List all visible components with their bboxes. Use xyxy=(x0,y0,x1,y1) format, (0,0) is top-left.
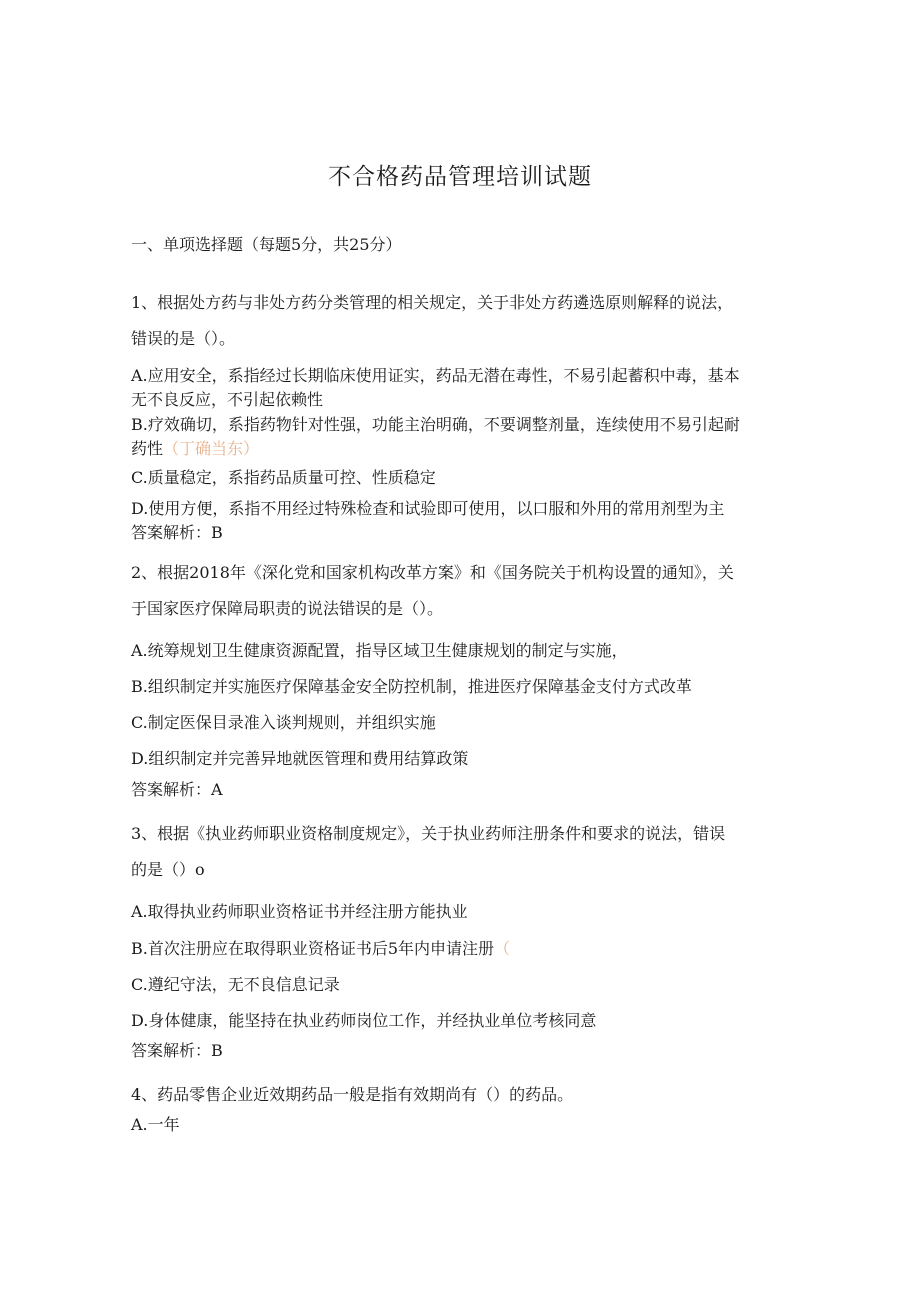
q3-stem-line-1: 3、根据《执业药师职业资格制度规定》，关于执业药师注册条件和要求的说法，错误 xyxy=(131,824,726,843)
q2-stem-line-2: 于国家医疗保障局职责的说法错误的是（）。 xyxy=(131,599,444,618)
q3-option-c: C.遵纪守法，无不良信息记录 xyxy=(131,975,340,994)
q3-option-b xyxy=(131,937,510,961)
q2-option-b: B.组织制定并实施医疗保障基金安全防控机制，推进医疗保障基金支付方式改革 xyxy=(131,677,692,696)
q1-option-b-text: 药性 xyxy=(131,439,164,458)
q4-option-a: A.一年 xyxy=(131,1115,180,1134)
q3-stem-line-2: 的是（）o xyxy=(131,860,205,879)
q1-option-b-faint-mark: （丁确当东） xyxy=(163,439,260,458)
q3-option-b-faint-mark: （ xyxy=(494,939,511,958)
q1-stem-line-1: 1、根据处方药与非处方药分类管理的相关规定，关于非处方药遴选原则解释的说法， xyxy=(131,293,734,312)
q1-option-c: C.质量稳定，系指药品质量可控、性质稳定 xyxy=(131,468,436,487)
document-title: 不合格药品管理培训试题 xyxy=(328,164,592,190)
q2-answer: 答案解析：A xyxy=(131,780,223,799)
q4-stem: 4、药品零售企业近效期药品一般是指有效期尚有（）的药品。 xyxy=(131,1085,574,1104)
q1-option-d: D.使用方便，系指不用经过特殊检查和试验即可使用，以口服和外用的常用剂型为主 xyxy=(131,499,725,518)
q2-option-a: A.统筹规划卫生健康资源配置，指导区域卫生健康规划的制定与实施， xyxy=(131,641,628,660)
q3-option-d: D.身体健康，能坚持在执业药师岗位工作，并经执业单位考核同意 xyxy=(131,1011,597,1030)
q3-option-a: A.取得执业药师职业资格证书并经注册方能执业 xyxy=(131,902,468,921)
q1-stem-line-2: 错误的是（）。 xyxy=(131,329,236,348)
q2-option-c: C.制定医保目录准入谈判规则，并组织实施 xyxy=(131,713,436,732)
q2-stem-line-1: 2、根据2018年《深化党和国家机构改革方案》和《国务院关于机构设置的通知》，关 xyxy=(131,563,734,582)
q1-option-b-line-1: B.疗效确切，系指药物针对性强，功能主治明确，不要调整剂量，连续使用不易引起耐 xyxy=(131,415,740,434)
q3-answer: 答案解析：B xyxy=(131,1041,223,1060)
q1-option-a-line-2: 无不良反应，不引起依赖性 xyxy=(131,390,324,409)
q1-answer: 答案解析：B xyxy=(131,523,223,542)
q1-option-a-line-1: A.应用安全，系指经过长期临床使用证实，药品无潜在毒性，不易引起蓄积中毒，基本 xyxy=(131,366,740,385)
q1-option-b-line-2 xyxy=(131,437,259,461)
section-heading: 一、单项选择题（每题5分，共25分） xyxy=(131,235,402,254)
q2-option-d: D.组织制定并完善异地就医管理和费用结算政策 xyxy=(131,749,469,768)
q3-option-b-text: B.首次注册应在取得职业资格证书后5年内申请注册 xyxy=(131,939,495,958)
